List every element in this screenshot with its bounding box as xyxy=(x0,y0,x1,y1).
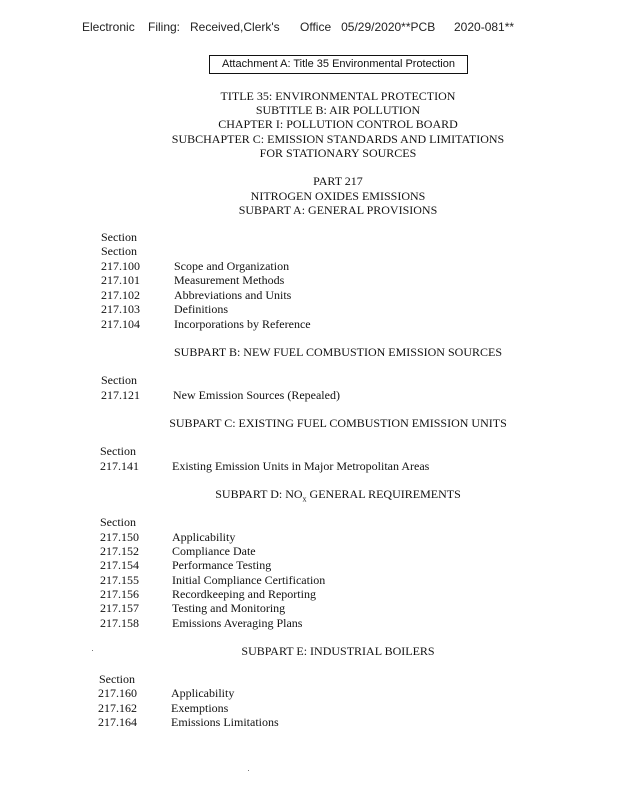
subpart-d-heading-subscript: x xyxy=(302,494,307,504)
section-number: 217.156 xyxy=(100,587,139,601)
section-title: Compliance Date xyxy=(172,544,256,558)
stamp-received: Received,Clerk's xyxy=(190,20,280,34)
stamp-office-date: Office 05/29/2020**PCB xyxy=(300,20,436,34)
section-number: 217.162 xyxy=(98,701,137,715)
section-label: Section xyxy=(100,444,136,458)
subpart-d-heading xyxy=(0,487,618,503)
section-title: New Emission Sources (Repealed) xyxy=(173,388,340,402)
filing-stamp xyxy=(82,20,602,36)
attachment-label: Attachment A: Title 35 Environmental Protection xyxy=(209,55,468,74)
section-title: Initial Compliance Certification xyxy=(172,573,326,587)
subpart-e-heading: SUBPART E: INDUSTRIAL BOILERS xyxy=(241,644,435,658)
section-number: 217.164 xyxy=(98,715,137,729)
section-number: 217.150 xyxy=(100,530,139,544)
subpart-c-heading: SUBPART C: EXISTING FUEL COMBUSTION EMISSION UNITS xyxy=(169,416,507,430)
section-number: 217.154 xyxy=(100,558,139,572)
stamp-electronic: Electronic xyxy=(82,20,135,34)
subchapter-heading: SUBCHAPTER C: EMISSION STANDARDS AND LIMITATIONS xyxy=(171,132,505,146)
section-title: Recordkeeping and Reporting xyxy=(172,587,316,601)
section-label: Section xyxy=(101,244,137,258)
subpart-d-heading-prefix: SUBPART D: NO xyxy=(215,487,303,501)
scan-speck xyxy=(92,650,93,651)
section-title: Scope and Organization xyxy=(174,259,290,273)
section-number: 217.102 xyxy=(101,288,140,302)
section-title: Measurement Methods xyxy=(174,273,285,287)
section-title: Exemptions xyxy=(171,701,229,715)
section-number: 217.121 xyxy=(101,388,140,402)
section-number: 217.157 xyxy=(100,601,139,615)
section-number: 217.101 xyxy=(101,273,140,287)
section-number: 217.100 xyxy=(101,259,140,273)
section-number: 217.155 xyxy=(100,573,139,587)
section-title: Applicability xyxy=(172,530,236,544)
stamp-filing: Filing: xyxy=(148,20,181,34)
stamp-docket: 2020-081** xyxy=(454,20,515,34)
section-title: Existing Emission Units in Major Metropolitan Areas xyxy=(172,459,430,473)
section-title: Applicability xyxy=(171,686,235,700)
section-title: Emissions Averaging Plans xyxy=(172,616,303,630)
section-label: Section xyxy=(101,230,137,244)
chapter-heading: CHAPTER I: POLLUTION CONTROL BOARD xyxy=(218,117,458,131)
section-label: Section xyxy=(99,672,135,686)
part-number: PART 217 xyxy=(313,174,363,188)
subtitle-heading: SUBTITLE B: AIR POLLUTION xyxy=(255,103,421,117)
section-title: Emissions Limitations xyxy=(171,715,279,729)
subpart-d-heading-suffix: GENERAL REQUIREMENTS xyxy=(306,487,461,501)
section-title: Performance Testing xyxy=(172,558,272,572)
section-number: 217.158 xyxy=(100,616,139,630)
subpart-a-heading: SUBPART A: GENERAL PROVISIONS xyxy=(238,203,438,217)
section-title: Definitions xyxy=(174,302,228,316)
section-label: Section xyxy=(100,515,136,529)
section-title: Testing and Monitoring xyxy=(172,601,286,615)
scan-speck xyxy=(248,770,249,771)
section-label: Section xyxy=(101,373,137,387)
section-title: Incorporations by Reference xyxy=(174,317,311,331)
section-number: 217.152 xyxy=(100,544,139,558)
section-number: 217.104 xyxy=(101,317,140,331)
part-name: NITROGEN OXIDES EMISSIONS xyxy=(250,189,426,203)
section-number: 217.141 xyxy=(100,459,139,473)
section-title: Abbreviations and Units xyxy=(174,288,292,302)
section-number: 217.160 xyxy=(98,686,137,700)
title-heading: TITLE 35: ENVIRONMENTAL PROTECTION xyxy=(220,89,456,103)
subpart-b-heading: SUBPART B: NEW FUEL COMBUSTION EMISSION SOURCES xyxy=(173,345,502,359)
section-number: 217.103 xyxy=(101,302,140,316)
subchapter-heading-cont: FOR STATIONARY SOURCES xyxy=(259,146,417,160)
